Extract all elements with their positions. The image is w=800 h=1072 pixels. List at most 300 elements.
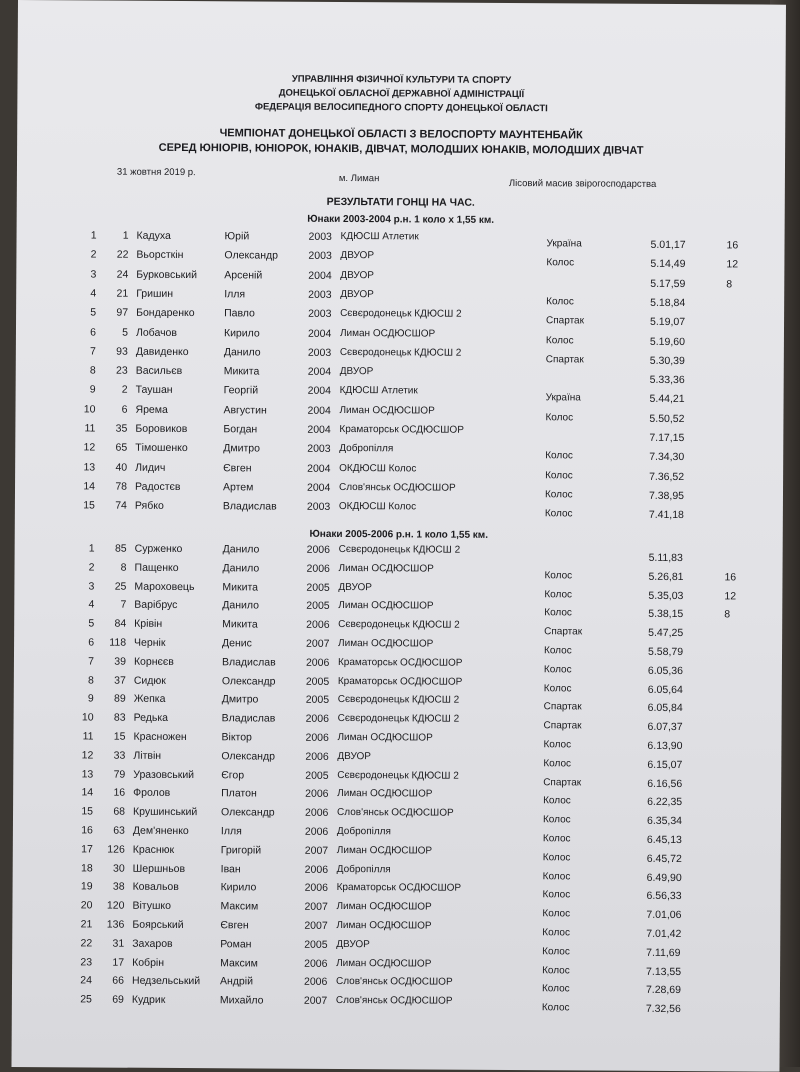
club-cell: Слов'янськ ОСДЮСШОР — [335, 976, 453, 989]
birth-year-cell: 2003 — [308, 230, 332, 243]
last-name-cell: Лидич — [135, 461, 166, 474]
birth-year-cell: 2004 — [307, 404, 331, 417]
first-name-cell: Олександр — [221, 806, 275, 819]
last-name-cell: Вьорсткін — [136, 249, 184, 262]
birth-year-cell: 2006 — [306, 543, 331, 556]
bib-number-cell: 33 — [113, 749, 126, 762]
club-cell: ДВУОР — [337, 750, 372, 762]
team-cell: Колос — [544, 570, 573, 582]
first-name-cell: Юрій — [224, 230, 250, 243]
team-cell: Колос — [541, 1002, 570, 1014]
last-name-cell: Кудрик — [131, 993, 166, 1007]
group1-title: Юнаки 2003-2004 р.н. 1 коло х 1,55 км. — [307, 213, 495, 226]
last-name-cell: Красножен — [133, 730, 187, 744]
club-cell: Лиман ОСДЮСШОР — [338, 600, 434, 612]
bib-number-cell: 22 — [116, 248, 129, 261]
place-cell: 7 — [88, 655, 94, 668]
bib-number-cell: 69 — [112, 993, 124, 1006]
time-cell: 5.50,52 — [649, 412, 685, 425]
place-cell: 11 — [82, 730, 94, 743]
time-cell: 7.13,55 — [646, 965, 682, 978]
team-cell: Колос — [541, 983, 570, 995]
birth-year-cell: 2003 — [308, 250, 332, 263]
first-name-cell: Павло — [224, 307, 255, 320]
team-cell: Спартак — [543, 701, 582, 713]
first-name-cell: Платон — [221, 787, 257, 800]
place-cell: 8 — [87, 674, 94, 687]
bib-number-cell: 2 — [121, 384, 128, 397]
last-name-cell: Крівін — [134, 617, 163, 631]
team-cell: Колос — [544, 508, 573, 520]
time-cell: 6.16,56 — [647, 777, 683, 790]
first-name-cell: Ілля — [224, 288, 246, 301]
first-name-cell: Ілля — [220, 825, 242, 838]
bib-number-cell: 83 — [113, 711, 126, 724]
points-cell: 8 — [726, 277, 733, 290]
birth-year-cell: 2006 — [304, 825, 329, 838]
team-cell: Колос — [543, 664, 572, 676]
last-name-cell: Кобрін — [132, 956, 165, 969]
last-name-cell: Шершньов — [132, 862, 186, 875]
place-cell: 2 — [90, 248, 97, 261]
place-cell: 14 — [83, 480, 96, 493]
club-cell: Сєвєродонецьк КДЮСШ 2 — [338, 619, 460, 631]
last-name-cell: Ковальов — [132, 881, 179, 894]
birth-year-cell: 2003 — [307, 346, 332, 359]
club-cell: ДВУОР — [336, 938, 370, 950]
place-cell: 9 — [87, 692, 94, 705]
bib-number-cell: 63 — [113, 824, 125, 837]
last-name-cell: Захаров — [132, 937, 173, 950]
team-cell: Україна — [545, 392, 581, 404]
first-name-cell: Богдан — [223, 423, 258, 436]
first-name-cell: Роман — [220, 938, 252, 951]
club-cell: ОКДЮСШ Колос — [338, 501, 417, 513]
time-cell: 6.05,64 — [647, 683, 683, 696]
last-name-cell: Бондаренко — [136, 306, 195, 320]
club-cell: Лиман ОСДЮСШОР — [339, 327, 436, 340]
first-name-cell: Владислав — [221, 712, 276, 725]
team-cell: Колос — [543, 682, 572, 694]
time-cell: 7.36,52 — [649, 470, 685, 483]
birth-year-cell: 2005 — [305, 769, 329, 782]
bib-number-cell: 30 — [112, 862, 125, 875]
first-name-cell: Микита — [223, 365, 260, 378]
team-cell: Колос — [545, 411, 574, 424]
club-cell: ОКДЮСШ Колос — [339, 462, 417, 475]
club-cell: Лиман ОСДЮСШОР — [338, 637, 434, 650]
bib-number-cell: 1 — [122, 229, 129, 242]
time-cell: 7.32,56 — [645, 1003, 681, 1016]
time-cell: 6.49,90 — [646, 871, 682, 884]
bib-number-cell: 74 — [115, 499, 127, 512]
results-title: РЕЗУЛЬТАТИ ГОНЦІ НА ЧАС. — [326, 195, 475, 209]
time-cell: 6.05,36 — [647, 664, 683, 677]
last-name-cell: Гришин — [136, 287, 174, 300]
last-name-cell: Сидюк — [133, 674, 166, 687]
bib-number-cell: 68 — [113, 805, 126, 818]
bib-number-cell: 8 — [120, 561, 127, 574]
last-name-cell: Уразовський — [133, 768, 195, 781]
place-cell: 6 — [88, 636, 95, 649]
place-cell: 20 — [80, 899, 93, 912]
birth-year-cell: 2006 — [303, 976, 328, 989]
first-name-cell: Денис — [222, 637, 252, 650]
birth-year-cell: 2004 — [308, 269, 332, 282]
club-cell: КДЮСШ Атлетик — [340, 230, 419, 243]
club-cell: Слов'янськ ОСДЮСШОР — [338, 481, 456, 494]
bib-number-cell: 7 — [120, 599, 127, 612]
first-name-cell: Данило — [223, 346, 261, 359]
last-name-cell: Мароховець — [134, 580, 195, 593]
bib-number-cell: 79 — [113, 768, 126, 781]
time-cell: 5.18,84 — [650, 296, 686, 309]
time-cell: 6.56,33 — [646, 890, 682, 903]
group2-title: Юнаки 2005-2006 р.н. 1 коло 1,55 км. — [309, 528, 489, 541]
result-row — [12, 993, 780, 1018]
team-cell: Колос — [544, 645, 572, 657]
time-cell: 5.47,25 — [648, 627, 684, 640]
first-name-cell: Августин — [223, 403, 267, 417]
first-name-cell: Євген — [220, 919, 249, 932]
first-name-cell: Владислав — [222, 500, 277, 513]
time-cell: 6.05,84 — [647, 702, 683, 715]
last-name-cell: Бурковський — [136, 268, 198, 281]
first-name-cell: Євген — [223, 461, 252, 475]
event-title-2: СЕРЕД ЮНІОРІВ, ЮНІОРОК, ЮНАКІВ, ДІВЧАТ, МОЛОДШИХ ЮНАКІВ, МОЛОДШИХ ДІВЧАТ — [158, 141, 644, 157]
birth-year-cell: 2004 — [307, 327, 332, 340]
last-name-cell: Давиденко — [135, 345, 189, 358]
bib-number-cell: 23 — [116, 364, 128, 377]
bib-number-cell: 40 — [115, 461, 128, 474]
first-name-cell: Георгій — [223, 384, 259, 397]
time-cell: 7.28,69 — [645, 984, 682, 997]
first-name-cell: Андрій — [219, 975, 254, 988]
place-cell: 8 — [89, 364, 96, 377]
team-cell: Колос — [545, 334, 574, 346]
bib-number-cell: 21 — [116, 287, 129, 300]
first-name-cell: Максим — [220, 900, 259, 913]
club-cell: Лиман ОСДЮСШОР — [336, 901, 432, 913]
birth-year-cell: 2006 — [306, 562, 330, 575]
first-name-cell: Григорій — [220, 844, 262, 857]
first-name-cell: Віктор — [221, 731, 252, 744]
first-name-cell: Дмитро — [221, 693, 259, 706]
team-cell: Колос — [545, 450, 573, 462]
time-cell: 6.13,90 — [647, 739, 683, 753]
birth-year-cell: 2006 — [304, 863, 329, 876]
place-cell: 14 — [81, 786, 94, 799]
first-name-cell: Олександр — [224, 249, 279, 262]
team-cell: Колос — [545, 469, 573, 481]
team-cell: Колос — [543, 795, 571, 807]
time-cell: 7.01,42 — [646, 927, 682, 941]
place-cell: 5 — [88, 617, 95, 630]
birth-year-cell: 2007 — [304, 900, 328, 914]
event-city: м. Лиман — [338, 172, 380, 185]
last-name-cell: Тімошенко — [135, 442, 188, 455]
event-title-1: ЧЕМПІОНАТ ДОНЕЦЬКОЇ ОБЛАСТІ З ВЕЛОСПОРТУ МАУНТЕНБАЙК — [219, 127, 583, 142]
birth-year-cell: 2003 — [308, 288, 332, 301]
team-cell: Колос — [546, 257, 575, 269]
time-cell: 5.35,03 — [648, 589, 684, 602]
header-line-1: УПРАВЛІННЯ ФІЗИЧНОЇ КУЛЬТУРИ ТА СПОРТУ — [291, 73, 512, 87]
bib-number-cell: 66 — [112, 974, 125, 988]
club-cell: Лиман ОСДЮСШОР — [336, 919, 432, 932]
birth-year-cell: 2005 — [305, 675, 330, 688]
last-name-cell: Таушан — [135, 384, 173, 397]
time-cell: 7.41,18 — [648, 509, 684, 522]
birth-year-cell: 2005 — [306, 600, 330, 613]
place-cell: 12 — [83, 441, 96, 454]
points-cell: 16 — [726, 239, 739, 252]
bib-number-cell: 6 — [121, 403, 128, 416]
time-cell: 6.15,07 — [647, 758, 683, 771]
place-cell: 1 — [88, 542, 95, 555]
birth-year-cell: 2003 — [306, 500, 331, 514]
last-name-cell: Кадуха — [136, 229, 171, 242]
team-cell: Колос — [542, 927, 571, 939]
event-venue: Лісовий масив звірогосподарства — [508, 178, 657, 190]
time-cell: 6.35,34 — [646, 815, 683, 828]
first-name-cell: Олександр — [221, 750, 276, 763]
time-cell: 5.14,49 — [650, 258, 686, 271]
bib-number-cell: 84 — [114, 617, 127, 630]
time-cell: 6.45,13 — [646, 833, 682, 847]
birth-year-cell: 2006 — [305, 712, 330, 726]
birth-year-cell: 2004 — [307, 385, 332, 398]
place-cell: 1 — [90, 229, 97, 242]
time-cell: 7.38,95 — [648, 489, 685, 502]
club-cell: Лиман ОСДЮСШОР — [339, 404, 435, 417]
place-cell: 3 — [90, 268, 97, 281]
bib-number-cell: 37 — [114, 674, 126, 687]
first-name-cell: Микита — [222, 618, 258, 631]
club-cell: Лиман ОСДЮСШОР — [337, 731, 433, 744]
place-cell: 3 — [88, 580, 95, 593]
birth-year-cell: 2005 — [305, 694, 330, 707]
birth-year-cell: 2004 — [307, 423, 331, 436]
club-cell: Лиман ОСДЮСШОР — [338, 562, 434, 575]
bib-number-cell: 89 — [114, 692, 126, 706]
header-line-3: ФЕДЕРАЦІЯ ВЕЛОСИПЕДНОГО СПОРТУ ДОНЕЦЬКОЇ ОБЛАСТІ — [254, 101, 548, 115]
place-cell: 7 — [89, 345, 96, 358]
first-name-cell: Арсеній — [224, 268, 263, 282]
club-cell: Краматорськ ОСДЮСШОР — [337, 656, 463, 669]
time-cell: 5.19,60 — [649, 335, 686, 348]
first-name-cell: Кирило — [223, 326, 260, 339]
place-cell: 12 — [81, 749, 94, 762]
last-name-cell: Жепка — [133, 693, 166, 706]
time-cell: 5.17,59 — [650, 277, 686, 290]
club-cell: ДВУОР — [340, 288, 374, 301]
birth-year-cell: 2007 — [304, 919, 328, 932]
place-cell: 25 — [80, 993, 92, 1006]
place-cell: 19 — [80, 880, 93, 893]
last-name-cell: Радостєв — [134, 480, 181, 493]
birth-year-cell: 2006 — [304, 957, 328, 970]
time-cell: 6.45,72 — [646, 852, 682, 865]
team-cell: Колос — [542, 814, 571, 826]
team-cell: Спартак — [543, 776, 582, 789]
last-name-cell: Варібрус — [134, 599, 178, 612]
birth-year-cell: 2003 — [308, 307, 332, 321]
place-cell: 21 — [80, 918, 93, 931]
place-cell: 9 — [89, 383, 96, 396]
club-cell: ДВУОР — [339, 366, 374, 378]
last-name-cell: Краснюк — [132, 843, 175, 856]
last-name-cell: Боярський — [132, 918, 184, 932]
time-cell: 7.01,06 — [646, 909, 682, 922]
last-name-cell: Сурженко — [134, 542, 183, 556]
first-name-cell: Михайло — [219, 994, 264, 1007]
club-cell: ДВУОР — [340, 250, 375, 262]
bib-number-cell: 136 — [106, 918, 125, 931]
time-cell: 5.19,07 — [650, 316, 686, 329]
birth-year-cell: 2006 — [305, 750, 329, 763]
last-name-cell: Боровиков — [135, 422, 188, 436]
bib-number-cell: 118 — [109, 636, 127, 649]
birth-year-cell: 2007 — [303, 994, 328, 1008]
first-name-cell: Єгор — [221, 768, 245, 781]
bib-number-cell: 31 — [112, 937, 125, 950]
time-cell: 7.34,30 — [649, 451, 685, 464]
points-cell: 16 — [724, 571, 737, 584]
club-cell: Сєвєродонецьк КДЮСШ 2 — [340, 308, 462, 320]
last-name-cell: Редька — [133, 711, 169, 725]
last-name-cell: Літвін — [133, 749, 162, 762]
team-cell: Спартак — [545, 354, 584, 366]
team-cell: Колос — [542, 964, 570, 976]
team-cell: Колос — [542, 852, 571, 864]
team-cell: Колос — [542, 870, 571, 882]
bib-number-cell: 85 — [114, 542, 127, 555]
place-cell: 10 — [81, 711, 94, 724]
last-name-cell: Фролов — [133, 787, 171, 800]
place-cell: 10 — [83, 403, 96, 416]
place-cell: 4 — [88, 598, 95, 611]
club-cell: Сєвєродонецьк КДЮСШ 2 — [337, 713, 460, 725]
time-cell: 5.01,17 — [650, 238, 686, 252]
first-name-cell: Микита — [222, 580, 259, 594]
club-cell: Сєвєродонецьк КДЮСШ 2 — [338, 543, 461, 556]
team-cell: Колос — [543, 758, 572, 770]
team-cell: Колос — [544, 588, 573, 600]
bib-number-cell: 38 — [112, 880, 125, 894]
first-name-cell: Дмитро — [223, 442, 260, 455]
birth-year-cell: 2007 — [304, 844, 329, 857]
first-name-cell: Максим — [220, 956, 258, 970]
birth-year-cell: 2006 — [305, 788, 329, 801]
birth-year-cell: 2004 — [307, 365, 332, 379]
result-row — [15, 499, 783, 524]
bib-number-cell: 25 — [114, 580, 127, 593]
birth-year-cell: 2005 — [306, 581, 330, 594]
place-cell: 17 — [81, 843, 93, 856]
last-name-cell: Чернік — [134, 636, 166, 649]
last-name-cell: Ярема — [135, 403, 168, 416]
first-name-cell: Владислав — [221, 656, 276, 669]
bib-number-cell: 5 — [122, 326, 129, 339]
first-name-cell: Данило — [222, 562, 260, 575]
bib-number-cell: 39 — [114, 655, 126, 668]
birth-year-cell: 2004 — [306, 481, 331, 494]
birth-year-cell: 2005 — [304, 938, 328, 951]
birth-year-cell: 2007 — [306, 637, 330, 650]
club-cell: ДВУОР — [340, 269, 374, 281]
time-cell: 5.58,79 — [647, 645, 684, 659]
last-name-cell: Васильєв — [135, 364, 183, 378]
last-name-cell: Вітушко — [132, 899, 172, 913]
time-cell: 6.07,37 — [647, 721, 683, 734]
club-cell: КДЮСШ Атлетик — [339, 385, 418, 397]
team-cell: Спартак — [546, 315, 585, 327]
bib-number-cell: 35 — [115, 422, 128, 435]
team-cell: Спартак — [543, 720, 582, 732]
place-cell: 13 — [83, 461, 96, 474]
club-cell: Сєвєродонецьк КДЮСШ 2 — [337, 769, 459, 782]
bib-number-cell: 78 — [115, 480, 128, 493]
birth-year-cell: 2004 — [307, 462, 331, 475]
club-cell: Добропілля — [339, 443, 394, 455]
birth-year-cell: 2006 — [304, 882, 328, 895]
birth-year-cell: 2006 — [305, 656, 330, 669]
team-cell: Колос — [546, 296, 574, 308]
bib-number-cell: 97 — [116, 306, 129, 319]
team-cell: Спартак — [544, 626, 583, 638]
last-name-cell: Недзельський — [131, 975, 201, 988]
time-cell: 7.11,69 — [646, 946, 681, 959]
first-name-cell: Кирило — [220, 881, 257, 894]
last-name-cell: Лобачов — [135, 326, 178, 339]
place-cell: 23 — [80, 955, 93, 969]
bib-number-cell: 17 — [112, 956, 125, 969]
bib-number-cell: 15 — [113, 730, 126, 743]
bib-number-cell: 126 — [107, 843, 125, 856]
club-cell: Сєвєродонецьк КДЮСШ 2 — [337, 694, 460, 707]
time-cell: 6.22,35 — [647, 796, 683, 809]
team-cell: Україна — [546, 238, 582, 250]
results-sheet — [11, 0, 786, 1072]
first-name-cell: Данило — [222, 543, 260, 556]
club-cell: Слов'янськ ОСДЮСШОР — [337, 807, 454, 819]
place-cell: 4 — [90, 287, 97, 300]
first-name-cell: Іван — [220, 862, 241, 875]
club-cell: Лиман ОСДЮСШОР — [336, 844, 433, 857]
team-cell: Колос — [543, 739, 572, 751]
place-cell: 11 — [84, 422, 96, 435]
time-cell: 5.38,15 — [648, 608, 684, 621]
club-cell: Краматорськ ОСДЮСШОР — [337, 675, 463, 688]
place-cell: 18 — [80, 861, 93, 875]
team-cell: Колос — [544, 489, 573, 501]
points-cell: 12 — [726, 258, 739, 271]
club-cell: Краматорськ ОСДЮСШОР — [336, 882, 462, 895]
place-cell: 15 — [83, 499, 95, 512]
club-cell: Добропілля — [336, 863, 391, 875]
club-cell: Лиман ОСДЮСШОР — [336, 957, 432, 970]
time-cell: 5.11,83 — [648, 551, 683, 565]
place-cell: 15 — [81, 805, 94, 818]
team-cell: Колос — [542, 908, 571, 920]
place-cell: 5 — [90, 306, 97, 319]
team-cell: Колос — [542, 946, 570, 958]
last-name-cell: Корнєєв — [133, 655, 174, 668]
club-cell: Лиман ОСДЮСШОР — [337, 788, 433, 800]
time-cell: 5.44,21 — [649, 393, 685, 406]
bib-number-cell: 93 — [116, 345, 128, 358]
bib-number-cell: 65 — [115, 441, 128, 454]
